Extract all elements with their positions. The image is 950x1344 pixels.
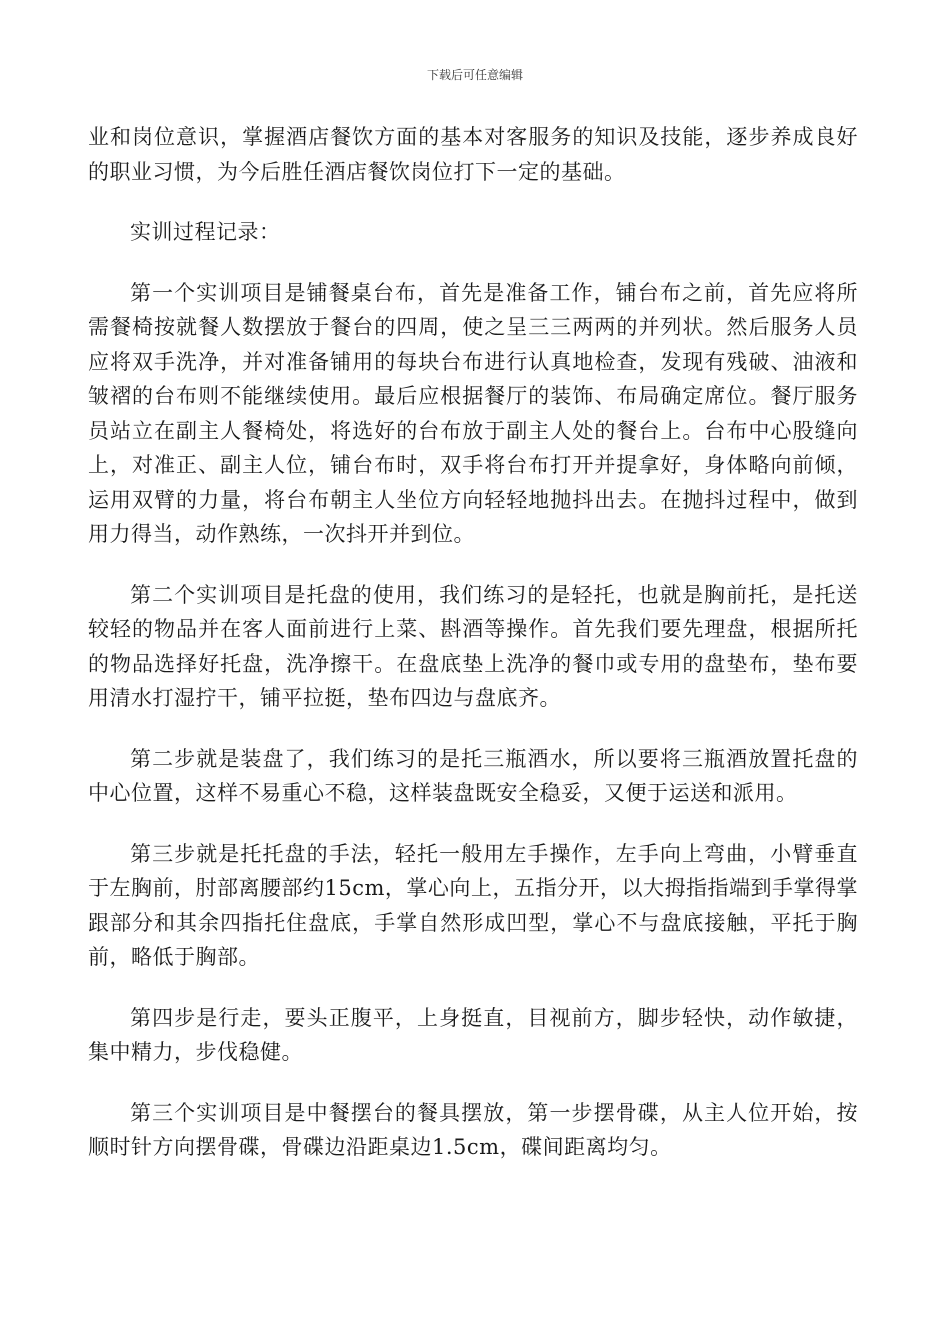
paragraph-table-setting: 第三个实训项目是中餐摆台的餐具摆放，第一步摆骨碟，从主人位开始，按顺时针方向摆骨碟，骨碟边沿距桌边1.5cm，碟间距离均匀。	[88, 1100, 858, 1159]
paragraph-continuation: 业和岗位意识，掌握酒店餐饮方面的基本对客服务的知识及技能，逐步养成良好的职业习惯，为今后胜任酒店餐饮岗位打下一定的基础。	[88, 125, 858, 184]
page-header: 下载后可任意编辑	[426, 68, 523, 82]
paragraph-tablecloth: 第一个实训项目是铺餐桌台布，首先是准备工作，铺台布之前，首先应将所需餐椅按就餐人数摆放于餐台的四周，使之呈三三两两的并列状。然后服务人员应将双手洗净，并对准备铺用的每块台布进行认真地检查，发现有残破、油液和皱褶的台布则不能继续使用。最后应根据餐厅的装饰、布局确定席位。餐厅服务员站立在副主人餐椅处，将选好的台布放于副主人处的餐台上。台布中心股缝向上，对准正、副主人位，铺台布时，双手将台布打开并提拿好，身体略向前倾，运用双臂的力量，将台布朝主人坐位方向轻轻地抛抖出去。在抛抖过程中，做到用力得当，动作熟练，一次抖开并到位。	[88, 280, 858, 546]
paragraph-tray-loading: 第二步就是装盘了，我们练习的是托三瓶酒水，所以要将三瓶酒放置托盘的中心位置，这样不易重心不稳，这样装盘既安全稳妥，又便于运送和派用。	[88, 746, 858, 805]
document-body	[88, 120, 858, 1191]
paragraph-walking: 第四步是行走，要头正腹平，上身挺直，目视前方，脚步轻快，动作敏捷，集中精力，步伐稳健。	[88, 1005, 858, 1064]
paragraph-tray-usage: 第二个实训项目是托盘的使用，我们练习的是轻托，也就是胸前托，是托送较轻的物品并在客人面前进行上菜、斟酒等操作。首先我们要先理盘，根据所托的物品选择好托盘，洗净擦干。在盘底垫上洗净的餐巾或专用的盘垫布，垫布要用清水打湿拧干，铺平拉挺，垫布四边与盘底齐。	[88, 582, 858, 710]
paragraph-section-heading: 实训过程记录：	[130, 220, 281, 244]
paragraph-tray-handling: 第三步就是托托盘的手法，轻托一般用左手操作，左手向上弯曲，小臂垂直于左胸前，肘部离腰部约15cm，掌心向上，五指分开，以大拇指指端到手掌得掌跟部分和其余四指托住盘底，手掌自然形成凹型，掌心不与盘底接触，平托于胸前，略低于胸部。	[88, 841, 858, 969]
